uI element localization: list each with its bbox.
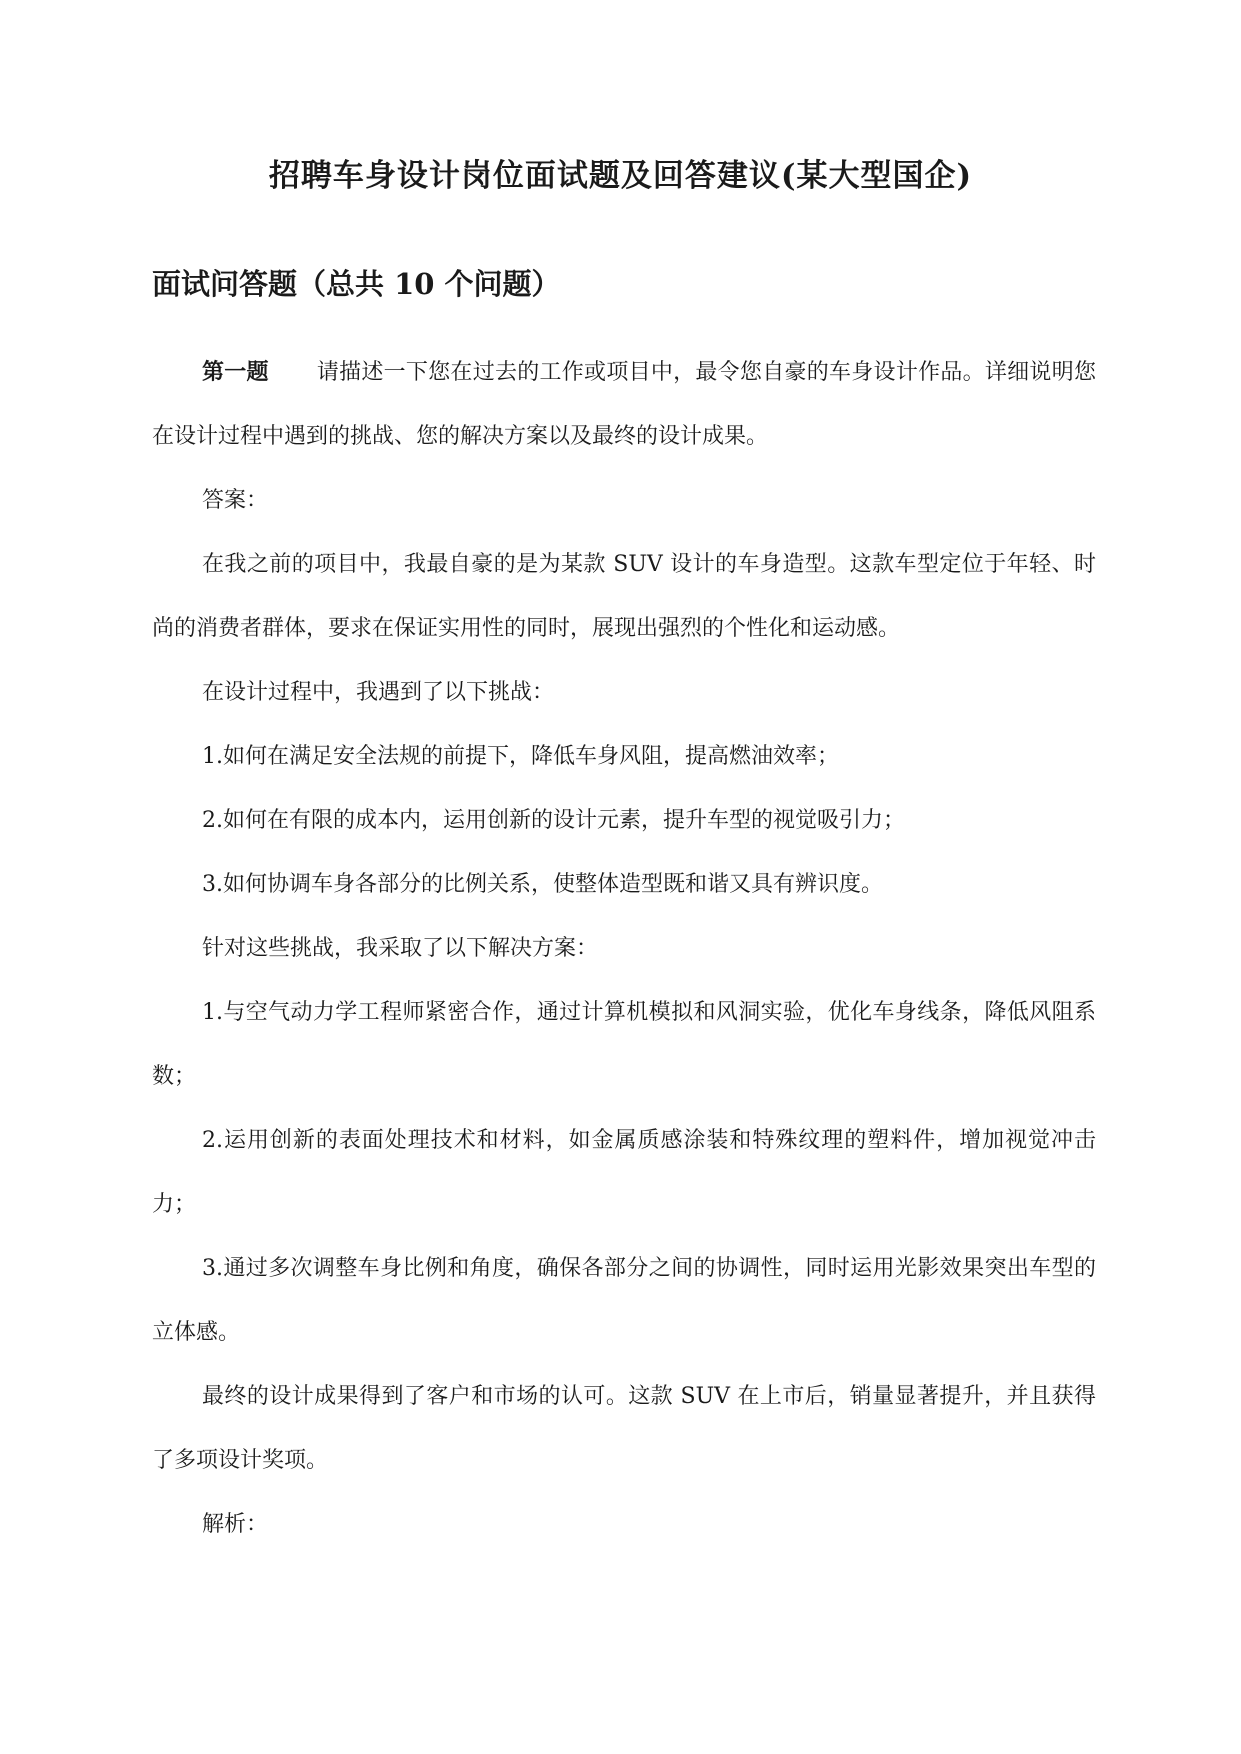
challenges-intro: 在设计过程中，我遇到了以下挑战： [202, 680, 555, 705]
analysis-label: 解析： [202, 1512, 269, 1537]
question-label: 第一题 [202, 359, 269, 385]
answer-label: 答案： [202, 488, 269, 513]
answer-paragraph: 在我之前的项目中，我最自豪的是为某款 SUV 设计的车身造型。这款车型定位于年轻、时尚的消费者群体，要求在保证实用性的同时，展现出强烈的个性化和运动感。 [152, 552, 1096, 641]
solutions-intro: 针对这些挑战，我采取了以下解决方案： [202, 936, 599, 961]
solution-item: 3.通过多次调整车身比例和角度，确保各部分之间的协调性，同时运用光影效果突出车型的立体感。 [152, 1256, 1096, 1345]
question-text: 请描述一下您在过去的工作或项目中，最令您自豪的车身设计作品。详细说明您在设计过程中遇到的挑战、您的解决方案以及最终的设计成果。 [152, 360, 1096, 449]
result-paragraph: 最终的设计成果得到了客户和市场的认可。这款 SUV 在上市后，销量显著提升，并且获得了多项设计奖项。 [152, 1384, 1096, 1473]
question-paragraph [152, 340, 1096, 469]
solution-item: 2.运用创新的表面处理技术和材料，如金属质感涂装和特殊纹理的塑料件，增加视觉冲击力； [152, 1128, 1096, 1217]
document-body [152, 340, 1096, 1557]
challenge-item: 2.如何在有限的成本内，运用创新的设计元素，提升车型的视觉吸引力； [202, 808, 905, 833]
solution-item: 1.与空气动力学工程师紧密合作，通过计算机模拟和风洞实验，优化车身线条，降低风阻系数； [152, 1000, 1096, 1089]
document-title: 招聘车身设计岗位面试题及回答建议(某大型国企) [268, 158, 973, 194]
challenge-item: 3.如何协调车身各部分的比例关系，使整体造型既和谐又具有辨识度。 [202, 872, 883, 897]
section-heading: 面试问答题（总共 10 个问题） [152, 267, 561, 301]
challenge-item: 1.如何在满足安全法规的前提下，降低车身风阻，提高燃油效率； [202, 744, 839, 769]
